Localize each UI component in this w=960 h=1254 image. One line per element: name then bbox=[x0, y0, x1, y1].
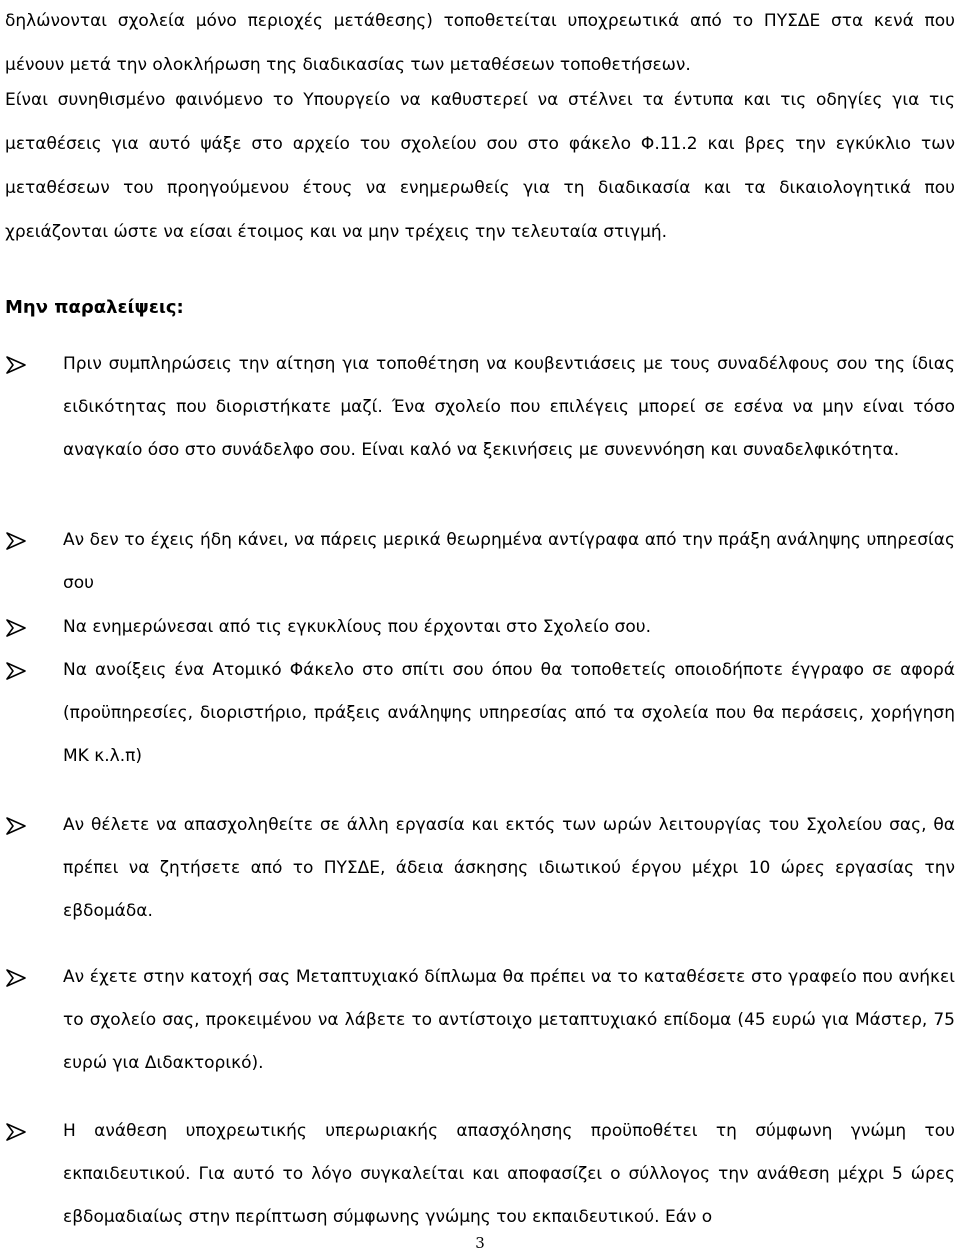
list-item-text: Αν θέλετε να απασχοληθείτε σε άλλη εργασία και εκτός των ωρών λειτουργίας του Σχολείου σας, θα πρέπει να ζητήσετε από το ΠΥΣΔΕ, άδεια άσκησης ιδιωτικού έργου μέχρι 10 ώρες εργασίας την εβδομάδα. bbox=[63, 815, 955, 921]
arrowhead-bullet-icon bbox=[5, 968, 27, 988]
arrowhead-bullet-icon bbox=[5, 661, 27, 681]
list-item-text: Πριν συμπληρώσεις την αίτηση για τοποθέτηση να κουβεντιάσεις με τους συναδέλφους σου της ίδιας ειδικότητας που διοριστήκατε μαζί. Ένα σχολείο που επιλέγεις μπορεί σε εσένα να μην είναι τόσο αναγκαίο όσο στο συνάδελφο σου. Είναι καλό να ξεκινήσεις με συνεννόηση και συναδελφικότητα. bbox=[63, 354, 955, 460]
list-item-text: Αν έχετε στην κατοχή σας Μεταπτυχιακό δίπλωμα θα πρέπει να το καταθέσετε στο γραφείο που ανήκει το σχολείο σας, προκειμένου να λάβετε το αντίστοιχο μεταπτυχιακό επίδομα (45 ευρώ για Μάστερ, 75 ευρώ για Διδακτορικό). bbox=[63, 967, 955, 1073]
arrowhead-bullet-icon bbox=[5, 355, 27, 375]
page-number: 3 bbox=[475, 1234, 485, 1252]
list-item-text: Να ανοίξεις ένα Ατομικό Φάκελο στο σπίτι σου όπου θα τοποθετείς οποιοδήποτε έγγραφο σε αφορά (προϋπηρεσίες, διοριστήριο, πράξεις ανάληψης υπηρεσίας από τα σχολεία που θα περάσεις, χορήγηση ΜΚ κ.λ.π) bbox=[63, 660, 955, 766]
list-item-text: Η ανάθεση υποχρεωτικής υπερωριακής απασχόλησης προϋποθέτει τη σύμφωνη γνώμη του εκπαιδευτικού. Για αυτό το λόγο συγκαλείται και αποφασίζει ο σύλλογος την ανάθεση μέχρι 5 ώρες εβδομαδιαίως στην περίπτωση σύμφωνης γνώμης του εκπαιδευτικού. Εάν ο bbox=[63, 1121, 955, 1227]
list-item-text: Να ενημερώνεσαι από τις εγκυκλίους που έρχονται στο Σχολείο σου. bbox=[63, 617, 651, 637]
arrowhead-bullet-icon bbox=[5, 816, 27, 836]
paragraph-circular-advice: Είναι συνηθισμένο φαινόμενο το Υπουργείο να καθυστερεί να στέλνει τα έντυπα και τις οδηγίες για τις μεταθέσεις για αυτό ψάξε στο αρχείο του σχολείου σου στο φάκελο Φ.11.2 και βρες την εγκύκλιο των μεταθέσεων του προηγούμενου έτους να ενημερωθείς για τη διαδικασία και τα δικαιολογητικά που χρειάζονται ώστε να είσαι έτοιμος και να μην τρέχεις την τελευταία στιγμή. bbox=[5, 90, 955, 242]
section-heading: Μην παραλείψεις: bbox=[5, 297, 184, 318]
arrowhead-bullet-icon bbox=[5, 618, 27, 638]
list-item-text: Αν δεν το έχεις ήδη κάνει, να πάρεις μερικά θεωρημένα αντίγραφα από την πράξη ανάληψης υπηρεσίας σου bbox=[63, 530, 955, 593]
arrowhead-bullet-icon bbox=[5, 531, 27, 551]
paragraph-continuation: δηλώνονται σχολεία μόνο περιοχές μετάθεσης) τοποθετείται υποχρεωτικά από το ΠΥΣΔΕ στα κενά που μένουν μετά την ολοκλήρωση της διαδικασίας των μεταθέσεων τοποθετήσεων. bbox=[5, 11, 955, 75]
arrowhead-bullet-icon bbox=[5, 1122, 27, 1142]
